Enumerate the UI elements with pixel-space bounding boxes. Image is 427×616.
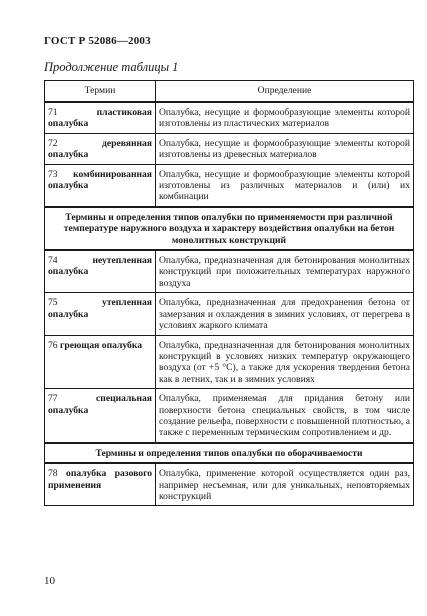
table-row — [45, 250, 414, 293]
term-name: деревянная опалубка — [48, 137, 152, 161]
term-number: 77 — [48, 393, 58, 405]
table-row — [45, 164, 414, 207]
term-cell — [45, 293, 156, 335]
definition-cell: Опалубка, предназначенная для предохранения бетона от замерзания и охлаждения в зимних условиях, от перегрева в условиях жаркого климата — [156, 293, 414, 335]
definition-cell: Опалубка, предназначенная для бетонирования монолитных конструкций при положительных температурах наружного воздуха — [156, 250, 414, 293]
section-heading: Термины и определения типов опалубки по оборачиваемости — [45, 443, 414, 463]
table-continuation-caption: Продолжение таблицы 1 — [44, 60, 179, 74]
term-cell — [45, 389, 156, 443]
definition-cell: Опалубка, предназначенная для бетонирования монолитных конструкций в условиях низких температур окружающего воздуха (от +5 °С), а также для ускорения твердения бетона как в летних, так и в зимних условиях — [156, 335, 414, 389]
term-cell — [45, 335, 156, 389]
table-row — [45, 335, 414, 389]
term-cell — [45, 250, 156, 293]
table-row — [45, 463, 414, 506]
term-number: 73 — [48, 168, 58, 180]
term-number: 76 — [48, 339, 58, 351]
column-header-term: Термин — [45, 81, 156, 103]
term-name: греющая опалубка — [60, 339, 143, 351]
page-number: 10 — [44, 575, 55, 587]
table-row — [45, 102, 414, 133]
term-name: специальная опалубка — [48, 393, 152, 416]
term-cell — [45, 164, 156, 207]
definition-cell: Опалубка, применяемая для придания бетону или поверхности бетона специальных свойств, в том числе создание рельефа, поверхности с повышенной плотностью, а также с переменным термическим сопротивлением и др. — [156, 389, 414, 443]
term-name: комбинированная опалубка — [48, 168, 152, 192]
term-cell — [45, 133, 156, 164]
term-name: пластиковая опалубка — [48, 107, 152, 130]
term-name: опалубка разового применения — [48, 468, 152, 491]
term-number: 75 — [48, 297, 58, 309]
table-row — [45, 133, 414, 164]
term-number: 74 — [48, 255, 58, 267]
section-heading-row — [45, 443, 414, 463]
terms-table — [44, 80, 414, 506]
term-number: 71 — [48, 107, 58, 118]
definition-cell: Опалубка, несущие и формообразующие элементы которой изготовлены из пластических материалов — [156, 102, 414, 133]
section-heading: Термины и определения типов опалубки по применяемости при различной температуре наружного воздуха и характеру воздействия опалубки на бетон монолитных конструкций — [45, 207, 414, 250]
column-header-definition: Определение — [156, 81, 414, 103]
definition-cell: Опалубка, несущие и формообразующие элементы которой изготовлены из древесных материалов — [156, 133, 414, 164]
definition-cell: Опалубка, применение которой осуществляется один раз, например несъемная, или для уникальных, неповторяемых конструкций — [156, 463, 414, 506]
table-row — [45, 389, 414, 443]
term-cell — [45, 463, 156, 506]
term-name: неутепленная опалубка — [48, 255, 152, 278]
table-row — [45, 293, 414, 335]
term-number: 78 — [48, 468, 58, 480]
table-header-row — [45, 81, 414, 103]
definition-cell: Опалубка, несущие и формообразующие элементы которой изготовлены из различных материалов и (или) их комбинации — [156, 164, 414, 207]
section-heading-row — [45, 207, 414, 250]
term-cell — [45, 102, 156, 133]
term-number: 72 — [48, 137, 58, 149]
term-name: утепленная опалубка — [48, 297, 152, 320]
document-header: ГОСТ Р 52086—2003 — [44, 35, 151, 47]
